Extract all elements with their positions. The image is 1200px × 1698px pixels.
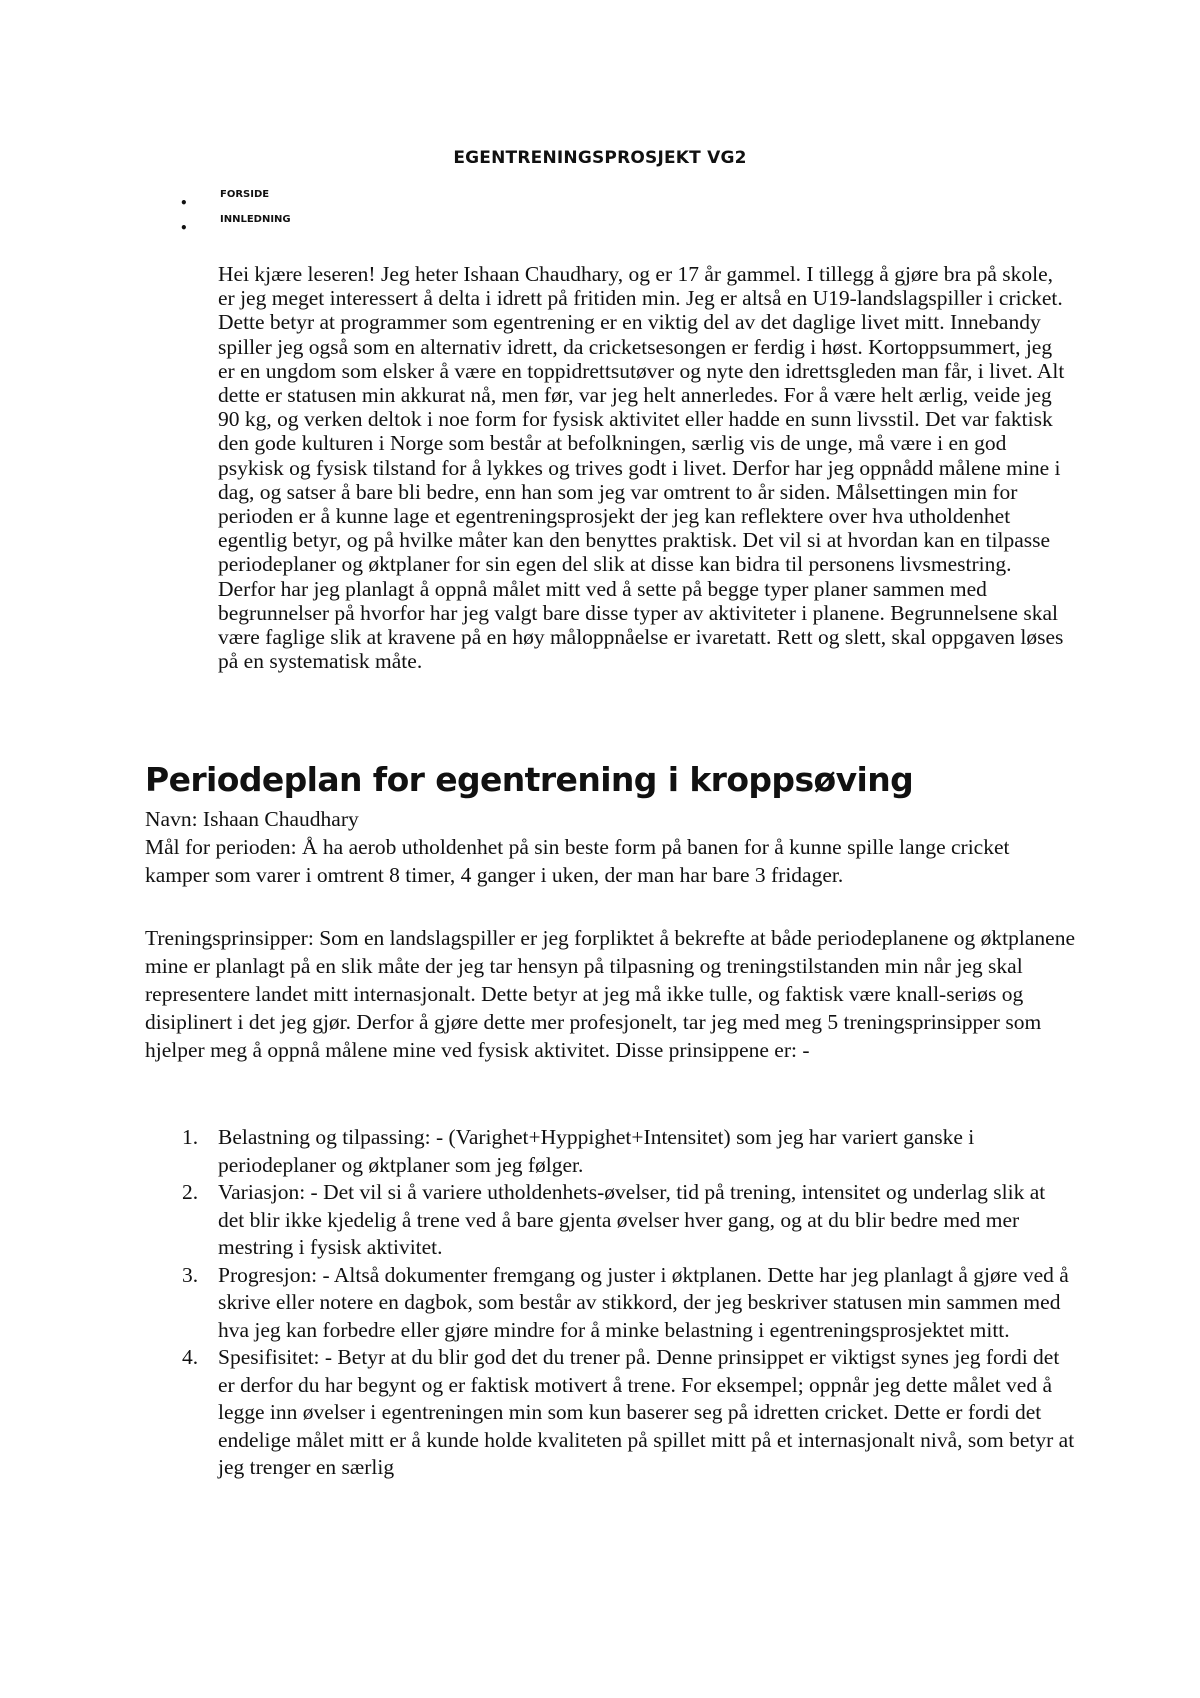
list-number: 1. (182, 1125, 199, 1149)
intro-paragraph: Hei kjære leseren! Jeg heter Ishaan Chaudhary, og er 17 år gammel. I tillegg å gjøre bra på skole, er jeg meget interessert å delta i idrett på fritiden min. Jeg er altså en U19-landslagspiller i cricket. Dette betyr at programmer som egentrening er en viktig del av det daglige livet mitt. Innebandy spiller jeg også som en alternativ idrett, da cricketsesongen er ferdig i høst. Kortoppsummert, jeg er en ungdom som elsker å være en toppidrettsutøver og nyte den idrettsgleden man får, i livet. Alt dette er statusen min akkurat nå, men før, var jeg helt annerledes. For å være helt ærlig, veide jeg 90 kg, og verken deltok i noe form for fysisk aktivitet eller hadde en sunn livsstil. Det var faktisk den gode kulturen i Norge som består at befolkningen, særlig vis de unge, må være i en god psykisk og fysisk tilstand for å lykkes og trives godt i livet. Derfor har jeg oppnådd målene mine i dag, og satser å bare bli bedre, enn han som jeg var omtrent to år siden. Målsettingen min for perioden er å kunne lage et egentreningsprosjekt der jeg kan reflektere over hva utholdenhet egentlig betyr, og på hvilke måter kan den benyttes praktisk. Det vil si at hvordan kan en tilpasse periodeplaner og øktplaner for sin egen del slik at disse kan bidra til personens livsmestring. Derfor har jeg planlagt å oppnå målet mitt ved å sette på begge typer planer sammen med begrunnelser på hvorfor har jeg valgt bare disse typer av aktiviteter i planene. Begrunnelsene skal være faglige slik at kravene på en høy måloppnåelse er ivaretatt. Rett og slett, skal oppgaven løses på en systematisk måte. (218, 262, 1065, 674)
toc-item-label: FORSIDE (220, 189, 270, 200)
principle-text: Spesifisitet: - Betyr at du blir god det du trener på. Denne prinsippet er viktigst synes jeg fordi det er derfor du har begynt og er faktisk motivert å trene. For eksempel; oppnår jeg dette målet ved å legge inn øvelser i egentreningen min som kun baserer seg på idretten cricket. Dette er fordi det endelige målet mitt er å kunde holde kvaliteten på spillet mitt på et internasjonalt nivå, som betyr at jeg trenger en særlig (218, 1345, 1075, 1479)
principle-item (145, 1262, 1075, 1345)
toc-item-innledning (180, 213, 291, 238)
principle-item (145, 1179, 1075, 1262)
principle-text: Progresjon: - Altså dokumenter fremgang og juster i øktplanen. Dette har jeg planlagt å gjøre ved å skrive eller notere en dagbok, som består av stikkord, der jeg beskriver statusen min sammen med hva jeg kan forbedre eller gjøre mindre for å minke belastning i egentreningsprosjektet mitt. (218, 1262, 1069, 1342)
toc-item-forside (180, 188, 291, 213)
toc-item-label: INNLEDNING (220, 214, 291, 225)
list-number: 2. (182, 1180, 199, 1204)
bullet-icon: • (180, 196, 188, 210)
list-number: 4. (182, 1345, 199, 1369)
name-line: Navn: Ishaan Chaudhary (145, 807, 359, 831)
section-heading: Periodeplan for egentrening i kroppsøving (145, 760, 914, 799)
principles-intro-paragraph: Treningsprinsipper: Som en landslagspiller er jeg forpliktet å bekrefte at både periodeplanene og øktplanene mine er planlagt på en slik måte der jeg tar hensyn på tilpasning og treningstilstanden min når jeg skal representere landet mitt internasjonalt. Dette betyr at jeg må ikke tulle, og faktisk være knall-seriøs og disiplinert i det jeg gjør. Derfor å gjøre dette mer profesjonelt, tar jeg med meg 5 treningsprinsipper som hjelper meg å oppnå målene mine ved fysisk aktivitet. Disse prinsippene er: - (145, 926, 1075, 1062)
principle-item (145, 1344, 1075, 1482)
table-of-contents (180, 188, 291, 238)
bullet-icon: • (180, 221, 188, 235)
principles-list (145, 1124, 1075, 1482)
goal-paragraph: Mål for perioden: Å ha aerob utholdenhet på sin beste form på banen for å kunne spille lange cricket kamper som varer i omtrent 8 timer, 4 ganger i uken, der man har bare 3 fridager. (145, 835, 1010, 887)
principle-text: Variasjon: - Det vil si å variere utholdenhets-øvelser, tid på trening, intensitet og underlag slik at det blir ikke kjedelig å trene ved å bare gjenta øvelser hver gang, og at du blir bedre med mer mestring i fysisk aktivitet. (218, 1180, 1046, 1259)
principle-item (145, 1124, 1075, 1179)
list-number: 3. (182, 1262, 199, 1287)
principle-text: Belastning og tilpassing: - (Varighet+Hyppighet+Intensitet) som jeg har variert ganske i periodeplaner og øktplaner som jeg følger. (218, 1125, 975, 1177)
document-title: EGENTRENINGSPROSJEKT VG2 (453, 148, 747, 168)
